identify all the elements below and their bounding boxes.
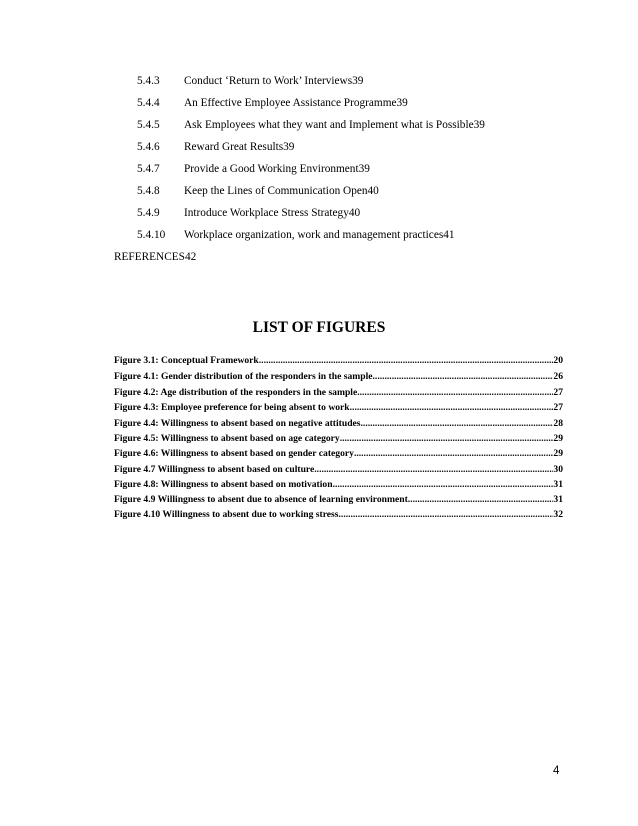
references-page: 42 bbox=[184, 251, 197, 263]
figure-page: 32 bbox=[553, 509, 563, 520]
figure-label: Figure 4.2: Age distribution of the responders in the sample bbox=[114, 387, 358, 398]
figure-entry bbox=[114, 401, 563, 414]
dot-leader bbox=[408, 493, 554, 506]
figure-entry bbox=[114, 432, 563, 445]
figure-page: 26 bbox=[553, 371, 563, 382]
dot-leader bbox=[361, 417, 554, 430]
figure-page: 30 bbox=[553, 464, 563, 475]
dot-leader bbox=[340, 432, 554, 445]
toc-entry-title: Workplace organization, work and management practices bbox=[184, 229, 444, 241]
toc-entry-number: 5.4.3 bbox=[137, 75, 160, 87]
toc-entry-title: Conduct ‘Return to Work’ Interviews bbox=[184, 75, 353, 87]
figure-label: Figure 4.7 Willingness to absent based on culture bbox=[114, 464, 315, 475]
toc-entry-number: 5.4.5 bbox=[137, 119, 160, 131]
dot-leader bbox=[350, 401, 554, 414]
figure-entry bbox=[114, 447, 563, 460]
figure-label: Figure 4.5: Willingness to absent based on age category bbox=[114, 433, 340, 444]
toc-entry-page: 39 bbox=[352, 75, 364, 87]
dot-leader bbox=[373, 370, 554, 383]
figure-page: 28 bbox=[553, 418, 563, 429]
references-title: REFERENCES bbox=[114, 251, 185, 263]
figure-label: Figure 4.1: Gender distribution of the responders in the sample bbox=[114, 371, 373, 382]
toc-entry-number: 5.4.8 bbox=[137, 185, 160, 197]
dot-leader bbox=[339, 508, 554, 521]
figure-label: Figure 4.6: Willingness to absent based on gender category bbox=[114, 448, 354, 459]
figure-page: 27 bbox=[553, 402, 563, 413]
list-of-figures-heading: LIST OF FIGURES bbox=[252, 319, 386, 336]
figure-label: Figure 3.1: Conceptual Framework bbox=[114, 355, 259, 366]
toc-entry-title: Reward Great Results bbox=[184, 141, 284, 153]
page-number: 4 bbox=[553, 765, 560, 777]
figure-label: Figure 4.3: Employee preference for being absent to work bbox=[114, 402, 350, 413]
dot-leader bbox=[357, 386, 553, 399]
toc-entry-number: 5.4.6 bbox=[137, 141, 160, 153]
figure-page: 29 bbox=[553, 448, 563, 459]
toc-entry-title: Introduce Workplace Stress Strategy bbox=[184, 207, 349, 219]
toc-entry-number: 5.4.7 bbox=[137, 163, 160, 175]
figure-label: Figure 4.10 Willingness to absent due to working stress bbox=[114, 509, 339, 520]
toc-entry-page: 39 bbox=[473, 119, 485, 131]
toc-entry-title: An Effective Employee Assistance Programme bbox=[184, 97, 397, 109]
figure-label: Figure 4.8: Willingness to absent based on motivation bbox=[114, 479, 333, 490]
dot-leader bbox=[333, 478, 554, 491]
figure-entry bbox=[114, 370, 563, 383]
figure-entry bbox=[114, 354, 563, 367]
dot-leader bbox=[259, 354, 554, 367]
figure-entry bbox=[114, 478, 563, 491]
toc-entry-page: 40 bbox=[348, 207, 361, 219]
toc-entry-number: 5.4.9 bbox=[137, 207, 160, 219]
figure-page: 31 bbox=[553, 479, 563, 490]
figure-label: Figure 4.9 Willingness to absent due to absence of learning environment bbox=[114, 494, 408, 505]
figure-entry bbox=[114, 417, 563, 430]
figure-page: 27 bbox=[553, 387, 563, 398]
toc-entry-page: 39 bbox=[396, 97, 408, 109]
figure-label: Figure 4.4: Willingness to absent based on negative attitudes bbox=[114, 418, 361, 429]
toc-entry-page: 39 bbox=[358, 163, 370, 175]
figure-entry bbox=[114, 493, 563, 506]
toc-entry-page: 39 bbox=[283, 141, 295, 153]
toc-entry-title: Provide a Good Working Environment bbox=[184, 163, 359, 175]
figure-entry bbox=[114, 508, 563, 521]
figure-page: 31 bbox=[553, 494, 563, 505]
dot-leader bbox=[314, 463, 553, 476]
dot-leader bbox=[354, 447, 553, 460]
figure-entry bbox=[114, 386, 563, 399]
toc-entry-title: Ask Employees what they want and Implement what is Possible bbox=[184, 119, 474, 131]
toc-entry-page: 40 bbox=[367, 185, 379, 197]
toc-entry-number: 5.4.4 bbox=[137, 97, 160, 109]
figure-entry bbox=[114, 463, 563, 476]
toc-entry-title: Keep the Lines of Communication Open bbox=[184, 185, 368, 197]
figure-page: 29 bbox=[553, 433, 563, 444]
figure-page: 20 bbox=[553, 355, 563, 366]
toc-entry-page: 41 bbox=[443, 229, 455, 241]
toc-entry-number: 5.4.10 bbox=[137, 229, 166, 241]
